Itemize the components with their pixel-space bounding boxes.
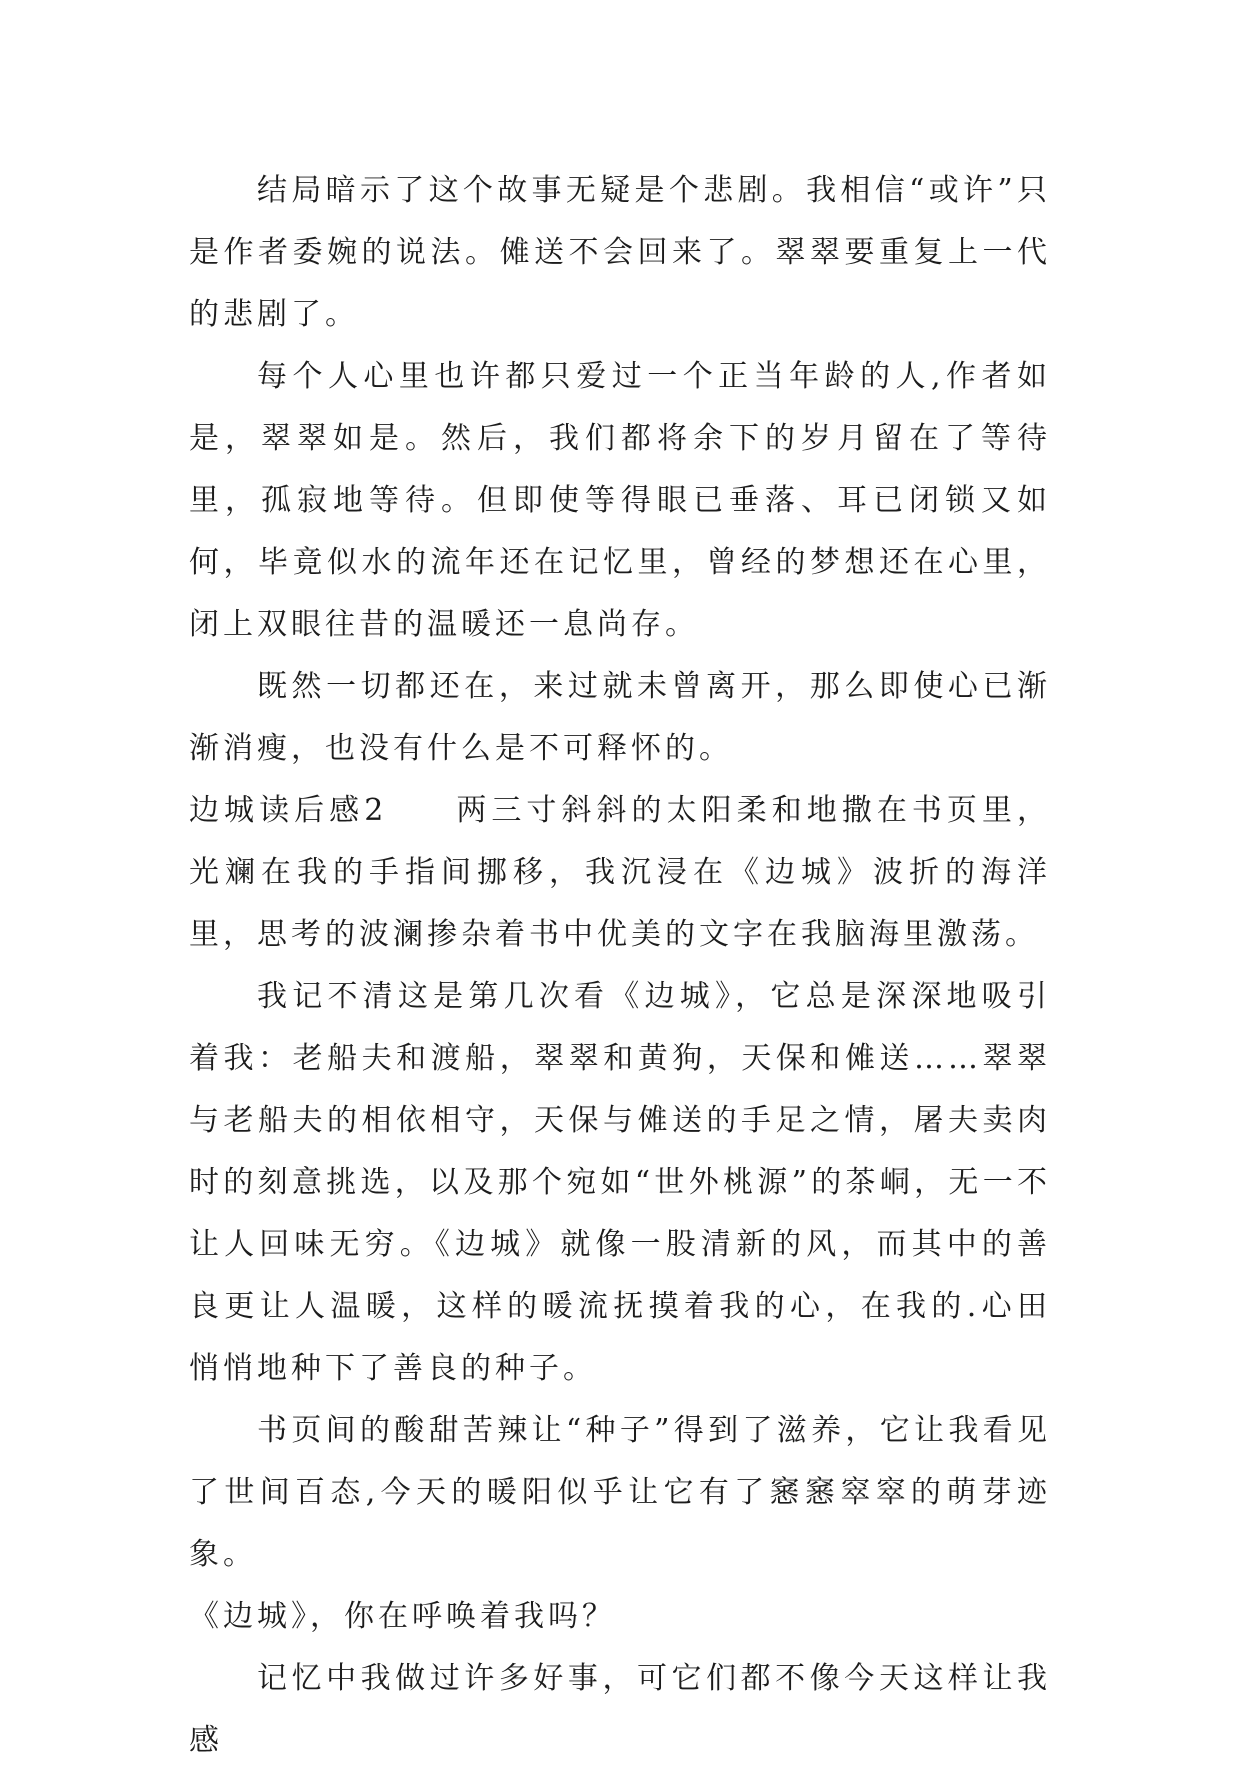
document-body	[189, 160, 1051, 1772]
section-heading: 边城读后感2	[189, 793, 388, 828]
paragraph: 《边城》，你在呼唤着我吗？	[189, 1599, 616, 1634]
paragraph: 书页间的酸甜苦辣让“种子”得到了滋养，它让我看见了世间百态,今天的暖阳似乎让它有了窸窸窣窣的萌芽迹象。	[189, 1413, 1051, 1572]
section-heading-line	[189, 780, 1051, 966]
paragraph: 既然一切都还在，来过就未曾离开，那么即使心已渐渐消瘦，也没有什么是不可释怀的。	[189, 669, 1051, 766]
section-first-text: 两三寸斜斜的太阳柔和地撒在书页里，光斓在我的手指间挪移，我沉浸在《边城》波折的海洋里，思考的波澜掺杂着书中优美的文字在我脑海里激荡。	[189, 793, 1051, 952]
paragraph: 记忆中我做过许多好事，可它们都不像今天这样让我感	[189, 1661, 1051, 1758]
paragraph: 结局暗示了这个故事无疑是个悲剧。我相信“或许”只是作者委婉的说法。傩送不会回来了。翠翠要重复上一代的悲剧了。	[189, 173, 1051, 332]
paragraph: 我记不清这是第几次看《边城》，它总是深深地吸引着我：老船夫和渡船，翠翠和黄狗，天保和傩送……翠翠与老船夫的相依相守，天保与傩送的手足之情，屠夫卖肉时的刻意挑选，以及那个宛如“世外桃源”的茶峒，无一不让人回味无穷。《边城》就像一股清新的风，而其中的善良更让人温暖，这样的暖流抚摸着我的心，在我的.心田悄悄地种下了善良的种子。	[189, 979, 1051, 1386]
paragraph: 每个人心里也许都只爱过一个正当年龄的人,作者如是，翠翠如是。然后，我们都将余下的岁月留在了等待里，孤寂地等待。但即使等得眼已垂落、耳已闭锁又如何，毕竟似水的流年还在记忆里，曾经的梦想还在心里，闭上双眼往昔的温暖还一息尚存。	[189, 359, 1051, 642]
